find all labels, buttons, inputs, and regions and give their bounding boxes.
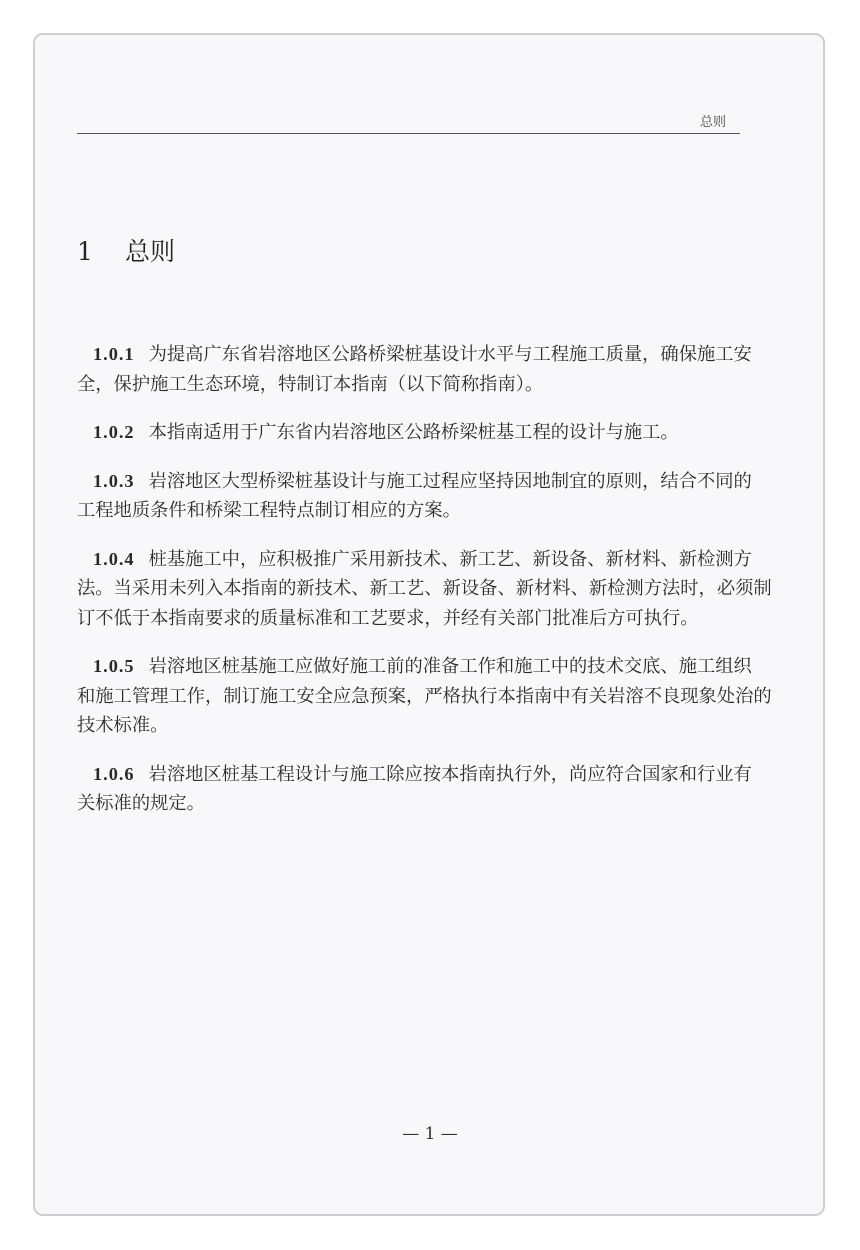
clause-paragraph (77, 340, 752, 399)
clause-number: 1.0.5 (93, 656, 135, 676)
clause-line (77, 496, 742, 526)
clause-text: 和施工管理工作，制订施工安全应急预案，严格执行本指南中有关岩溶不良现象处治的 (77, 685, 772, 707)
clause-line (77, 545, 752, 575)
clause-line (77, 418, 742, 448)
clause-text: 岩溶地区桩基施工应做好施工前的准备工作和施工中的技术交底、施工组织 (148, 656, 752, 677)
chapter-heading (77, 232, 175, 268)
clause-line (77, 467, 752, 497)
clause-line (77, 340, 752, 370)
clause-line (77, 760, 752, 790)
clause-line (77, 789, 742, 819)
clause-paragraph (77, 418, 742, 448)
clause-text: 桩基施工中，应积极推广采用新技术、新工艺、新设备、新材料、新检测方 (148, 548, 752, 570)
header-rule (77, 133, 740, 134)
chapter-number: 1 (77, 237, 93, 266)
running-header: 总则 (700, 115, 727, 130)
clause-line (77, 682, 772, 712)
clause-text: 岩溶地区大型桥梁桩基设计与施工过程应坚持因地制宜的原则，结合不同的 (148, 470, 752, 492)
clause-paragraph (77, 545, 772, 634)
page-number: — 1 — (402, 1124, 458, 1144)
clause-number: 1.0.6 (93, 763, 135, 784)
clause-number: 1.0.1 (93, 344, 135, 364)
clause-line (77, 574, 772, 604)
clause-line (77, 652, 752, 682)
clause-text: 工程地质条件和桥梁工程特点制订相应的方案。 (77, 500, 461, 521)
clause-line (77, 370, 742, 400)
document-body (77, 340, 772, 838)
clause-line (77, 604, 742, 634)
clause-text: 关标准的规定。 (77, 793, 205, 814)
clause-text: 岩溶地区桩基工程设计与施工除应按本指南执行外，尚应符合国家和行业有 (148, 763, 752, 785)
clause-text: 法。当采用未列入本指南的新技术、新工艺、新设备、新材料、新检测方法时，必须制 (77, 578, 772, 599)
clause-text: 订不低于本指南要求的质量标准和工艺要求，并经有关部门批准后方可执行。 (77, 607, 699, 629)
clause-paragraph (77, 467, 752, 526)
clause-text: 全，保护施工生态环境，特制订本指南（以下简称指南）。 (77, 373, 544, 395)
clause-paragraph (77, 652, 772, 741)
clause-text: 本指南适用于广东省内岩溶地区公路桥梁桩基工程的设计与施工。 (148, 422, 679, 443)
clause-number: 1.0.2 (93, 422, 135, 442)
clause-number: 1.0.4 (93, 548, 135, 569)
chapter-title: 总则 (125, 237, 176, 266)
clause-text: 技术标准。 (77, 715, 169, 736)
clause-paragraph (77, 760, 752, 819)
clause-text: 为提高广东省岩溶地区公路桥梁桩基设计水平与工程施工质量，确保施工安 (148, 344, 752, 365)
clause-line (77, 711, 742, 741)
clause-number: 1.0.3 (93, 470, 135, 491)
